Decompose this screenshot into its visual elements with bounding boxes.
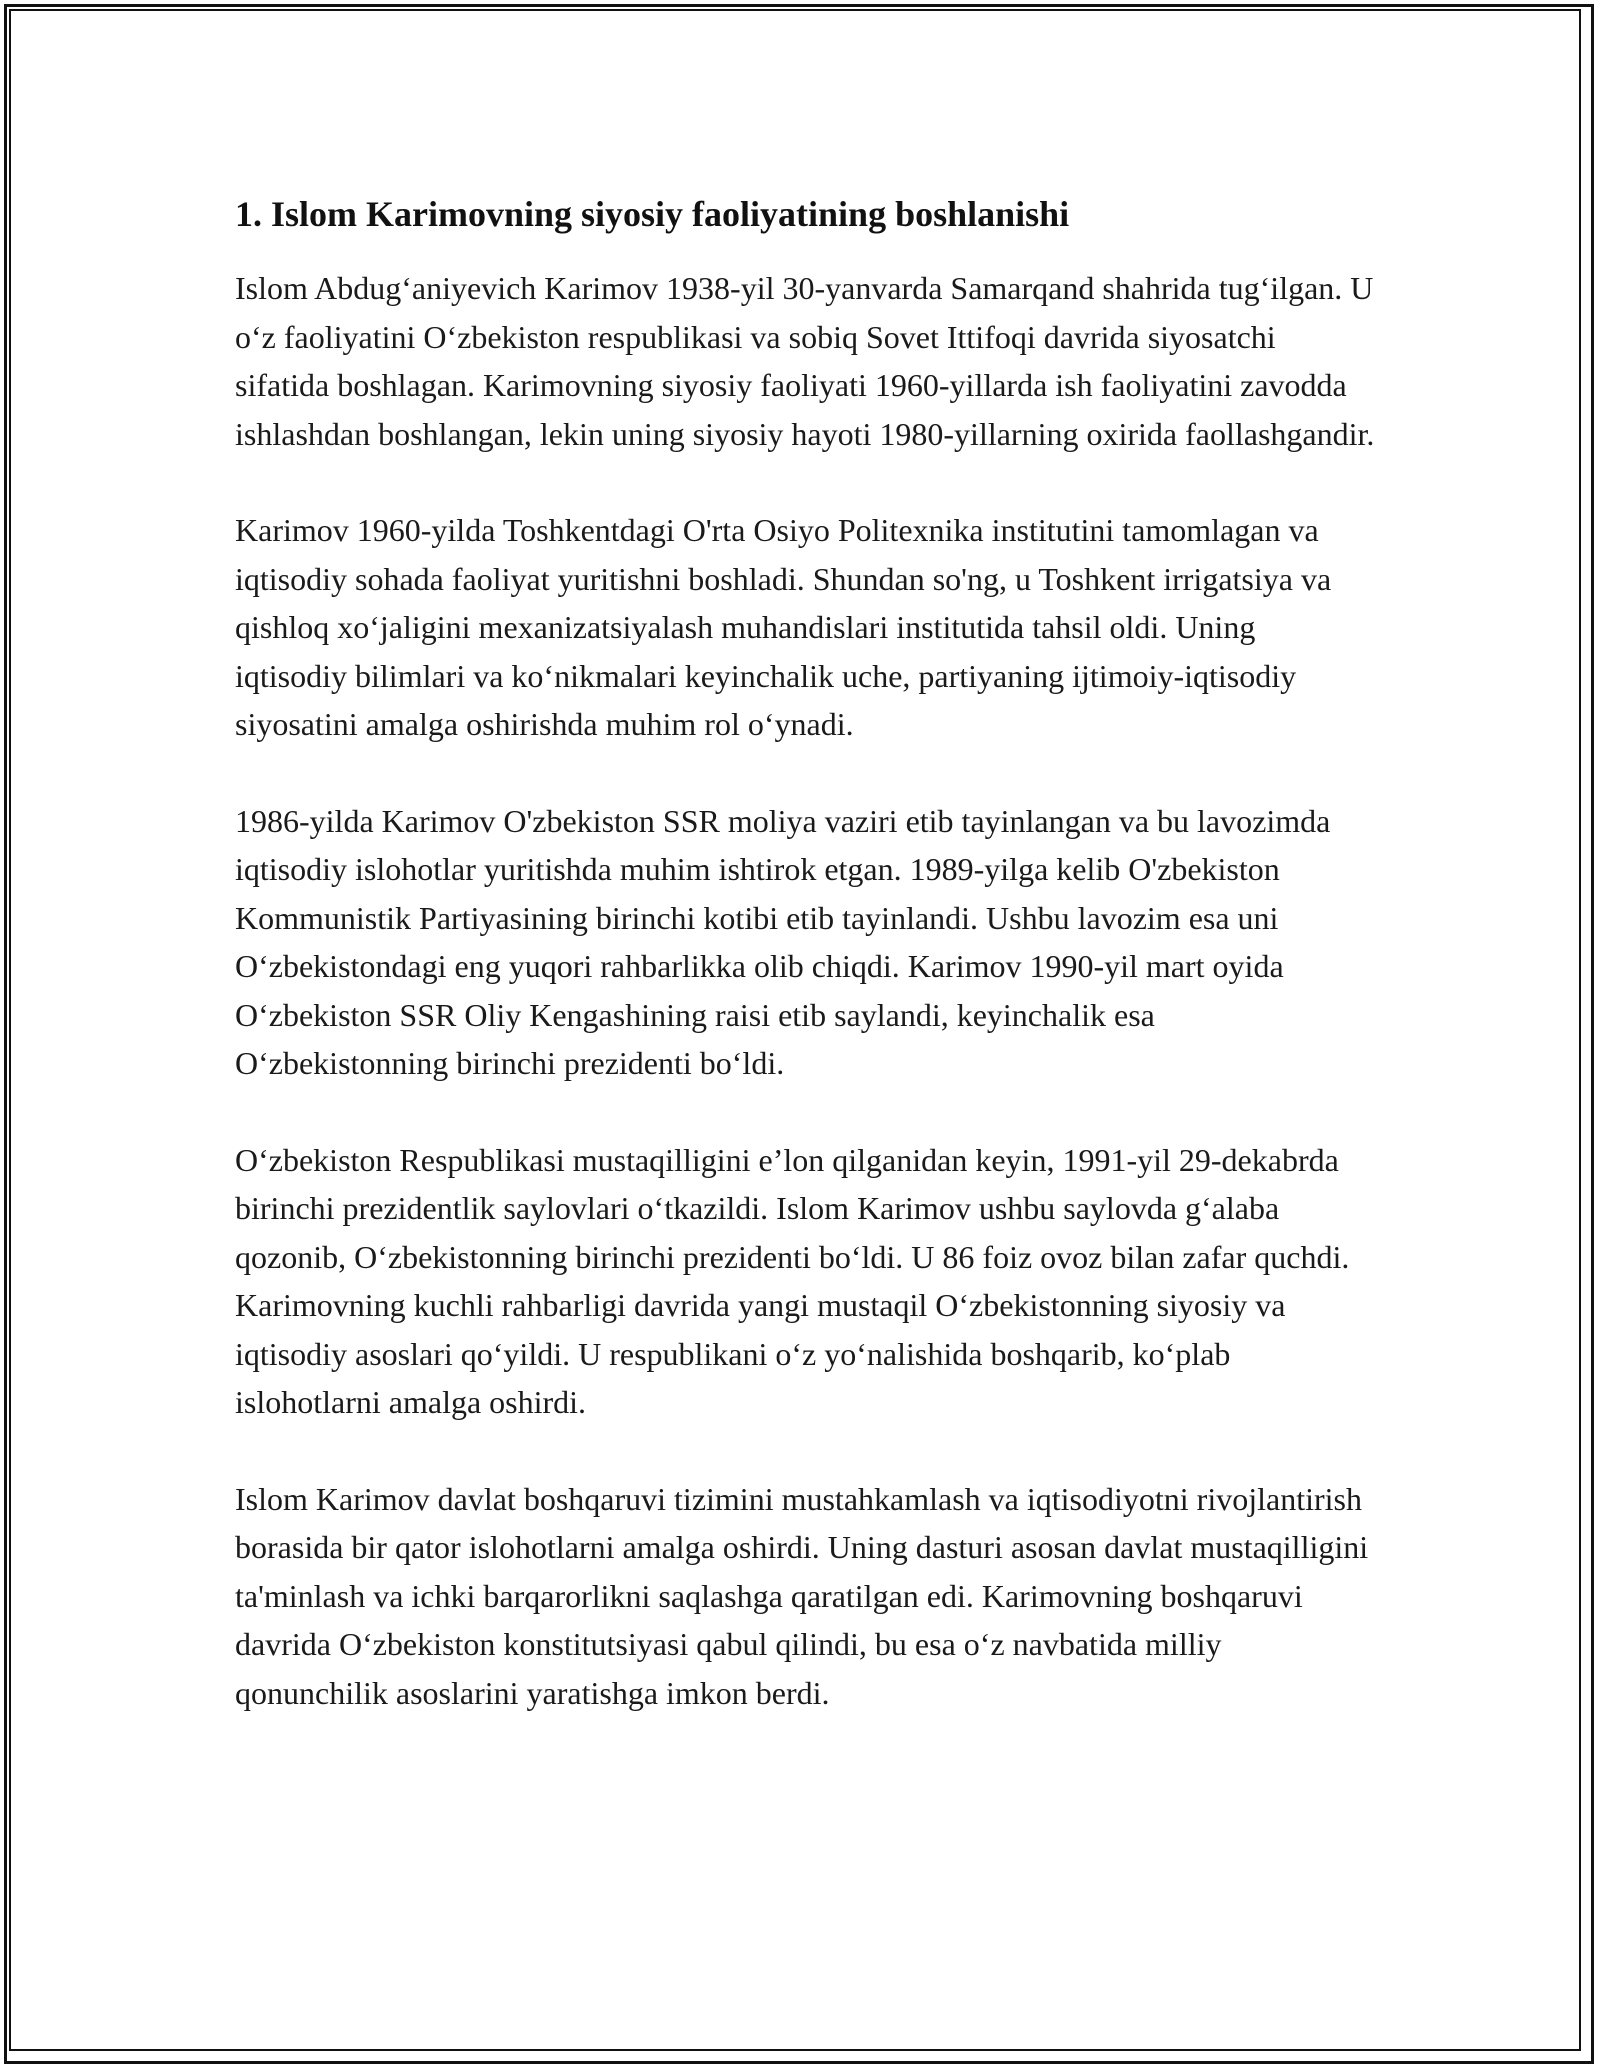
paragraph-1: Islom Abdugʻaniyevich Karimov 1938-yil 30-yanvarda Samarqand shahrida tugʻilgan. U oʻz faoliyatini Oʻzbekiston respublikasi va sobiq Sovet Ittifoqi davrida siyosatchi sifatida boshlagan. Karimovning siyosiy faoliyati 1960-yillarda ish faoliyatini zavodda ishlashdan boshlangan, lekin uning siyosiy hayoti 1980-yillarning oxirida faollashgandir.: [235, 270, 1375, 452]
paragraph-5: Islom Karimov davlat boshqaruvi tizimini mustahkamlash va iqtisodiyotni rivojlantirish borasida bir qator islohotlarni amalga oshirdi. Uning dasturi asosan davlat mustaqilligini ta'minlash va ichki barqarorlikni saqlashga qaratilgan edi. Karimovning boshqaruvi davrida Oʻzbekiston konstitutsiyasi qabul qilindi, bu esa oʻz navbatida milliy qonunchilik asoslarini yaratishga imkon berdi.: [235, 1480, 1369, 1711]
section-heading: 1. Islom Karimovning siyosiy faoliyatining boshlanishi: [235, 194, 1070, 234]
paragraph-2: Karimov 1960-yilda Toshkentdagi O'rta Osiyo Politexnika institutini tamomlagan va iqtisodiy sohada faoliyat yuritishni boshladi. Shundan so'ng, u Toshkent irrigatsiya va qishloq xoʻjaligini mexanizatsiyalash muhandislari institutida tahsil oldi. Uning iqtisodiy bilimlari va koʻnikmalari keyinchalik uche, partiyaning ijtimoiy-iqtisodiy siyosatini amalga oshirishda muhim rol oʻynadi.: [235, 512, 1332, 742]
paragraph-3: 1986-yilda Karimov O'zbekiston SSR moliya vaziri etib tayinlangan va bu lavozimda iqtisodiy islohotlar yuritishda muhim ishtirok etgan. 1989-yilga kelib O'zbekiston Kommunistik Partiyasining birinchi kotibi etib tayinlandi. Ushbu lavozim esa uni Oʻzbekistondagi eng yuqori rahbarlikka olib chiqdi. Karimov 1990-yil mart oyida Oʻzbekiston SSR Oliy Kengashining raisi etib saylandi, keyinchalik esa Oʻzbekistonning birinchi prezidenti boʻldi.: [235, 802, 1331, 1081]
paragraph-4: Oʻzbekiston Respublikasi mustaqilligini e’lon qilganidan keyin, 1991-yil 29-dekabrda birinchi prezidentlik saylovlari oʻtkazildi. Islom Karimov ushbu saylovda gʻalaba qozonib, Oʻzbekistonning birinchi prezidenti boʻldi. U 86 foiz ovoz bilan zafar quchdi. Karimovning kuchli rahbarligi davrida yangi mustaqil Oʻzbekistonning siyosiy va iqtisodiy asoslari qoʻyildi. U respublikani oʻz yoʻnalishida boshqarib, koʻplab islohotlarni amalga oshirdi.: [235, 1141, 1350, 1420]
document-body: [235, 188, 1375, 1765]
